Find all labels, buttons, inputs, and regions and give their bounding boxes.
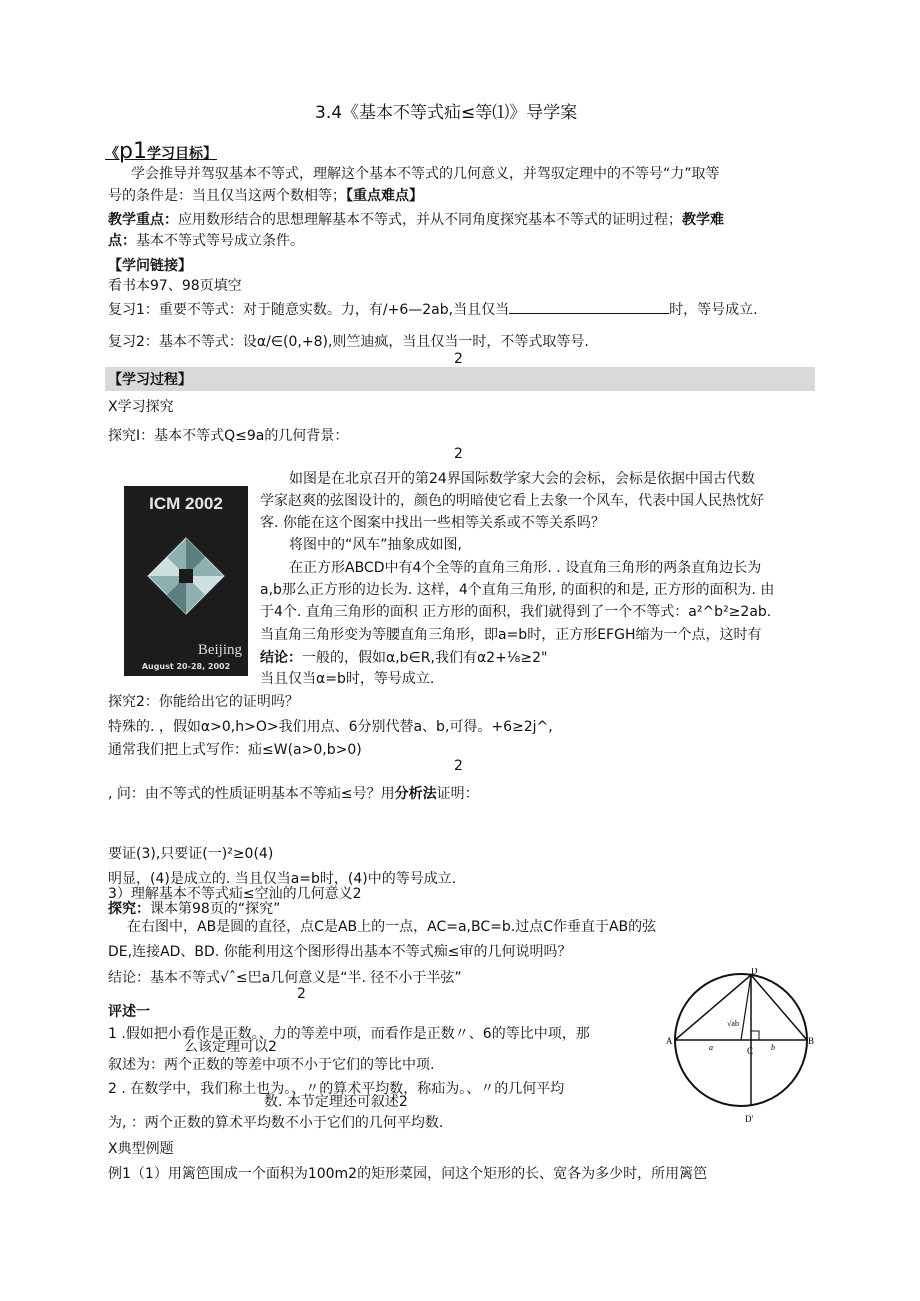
segment-b: b [771,1043,775,1052]
explore-3-label: 探究： [108,901,150,917]
objectives-header [105,140,217,166]
key-point-label: 教学重点： [108,212,178,228]
review-1-text: 复习1：重要不等式：对于随意实数。力，有/+6—2ab,当且仅当 [108,302,510,318]
icm-2002-logo [124,486,248,676]
remark-2b: 数. 本节定理还可叙述2 [264,1094,408,1110]
objectives-header-big: p1 [119,139,147,164]
special-case: 特殊的. ，假如α>0,h>O>我们用点、6分别代替a、b,可得。+6≥2j^, [108,719,553,735]
review-2-sub: 2 [454,351,463,367]
conclusion-text: 一般的，假如α,b∈R,我们有α2+⅛≥2" [302,650,548,666]
objectives-line-2a: 号的条件是：当且仅当这两个数相等； [108,188,346,204]
sqrt-ab-label: √ab [727,1019,739,1028]
key-point-line [108,211,724,229]
question-end: 证明： [436,786,479,802]
icm-dates: August 20-28, 2002 [141,662,231,671]
process-header-bar [105,367,815,391]
review-1-blank [509,301,669,314]
icm-title: ICM 2002 [149,494,223,513]
question-line [108,785,479,803]
remark-2c: 为, ：两个正数的算术平均数不小于它们的几何平均数. [108,1115,444,1131]
explore-1: 探究I：基本不等式Q≤9a的几何背景： [108,428,349,444]
label-e: D' [745,1114,754,1124]
page-title: 3.4《基本不等式疝≤等⑴》导学案 [315,103,578,123]
para-line-3: 客. 你能在这个图案中找出一些相等关系或不等关系吗？ [260,515,605,531]
conclusion-line [260,649,547,667]
links-header: 【学问链接】 [108,258,192,274]
difficulty-label-1: 教学难 [682,212,724,228]
para-line-7: 于4个. 直角三角形的面积 正方形的面积，我们就得到了一个不等式：a²^b²≥2ab. [260,604,772,620]
question-text: , 问：由不等式的性质证明基本不等疝≤号？用 [108,786,395,802]
circle-conclusion-sub: 2 [297,986,306,1002]
difficulty-label-2: 点： [108,233,136,249]
objectives-header-prefix: 《 [105,146,119,162]
objectives-line-2 [108,187,423,205]
process-header: 【学习过程】 [108,372,192,388]
label-d: D [751,968,758,976]
para-line-8: 当直角三角形变为等腰直角三角形，即a=b时，正方形EFGH缩为一个点，这时有 [260,627,762,643]
typical-examples: X典型例题 [108,1141,174,1157]
circle-line-2: DE,连接AD、BD. 你能利用这个图形得出基本不等式痴≤审的几何说明吗？ [108,944,572,960]
geometric-meaning: 3）理解基本不等式疝≤空汕的几何意义2 [108,886,362,902]
icm-city: Beijing [197,642,242,658]
remark-2: 2 . 在数学中，我们称土也为。、〃的算术平均数，称疝为。、〃的几何平均 [108,1081,565,1097]
para-line-2: 学家赵爽的弦图设计的，颜色的明暗使它看上去象一个风车，代表中国人民热忱好 [260,493,764,509]
explore-1-sub: 2 [454,446,463,462]
difficulty-text: 基本不等式等号成立条件。 [136,233,304,249]
explore-3 [108,900,280,918]
para-line-5: 在正方形ABCD中有4个全等的直角三角形. . 设直角三角形的两条直角边长为 [289,560,762,576]
para-line-6: a,b那么正方形的边长为. 这样，4个直角三角形, 的面积的和是, 正方形的面积为. 由 [260,582,775,598]
objectives-line-1: 学会推导并驾驭基本不等式，理解这个基本不等式的几何意义，并驾驭定理中的不等号“力”取等 [131,166,720,182]
explore-2: 探究2：你能给出它的证明吗？ [108,694,299,710]
label-a: A [666,1036,673,1046]
key-difficulty-header: 【重点难点】 [346,188,423,204]
usual-form: 通常我们把上式写作：疝≤W(a>0,b>0) [108,742,362,758]
proof-line-1: 要证(3),只要证(一)²≥0(4) [108,846,274,862]
circle-diagram [665,968,815,1128]
example-1: 例1（1）用篱笆围成一个面积为100m2的矩形菜园，问这个矩形的长、宽各为多少时，所用篱笆 [108,1166,708,1182]
remark-1: 1 .假如把小看作是正数。、力的等差中项，而看作是正数〃、6的等比中项，那 [108,1026,590,1042]
links-line-1: 看书本97、98页填空 [108,278,242,294]
para-line-4: 将图中的“风车”抽象成如图, [289,537,462,553]
remark-1c: 叙述为：两个正数的等差中项不小于它们的等比中项. [108,1057,435,1073]
usual-form-sub: 2 [454,758,463,774]
explore-3-text: 课本第98页的“探究” [150,901,281,917]
difficulty-line [108,232,304,250]
proof-line-2: 明显，(4)是成立的. 当且仅当a=b时，(4)中的等号成立. [108,871,457,887]
explore-subheader: X学习探究 [108,399,174,415]
conclusion-line-2: 当且仅当α=b时，等号成立. [260,671,435,687]
conclusion-label: 结论： [260,650,302,666]
circle-line-1: 在右图中，AB是圆的直径，点C是AB上的一点，AC=a,BC=b.过点C作垂直于AB的弦 [127,919,657,935]
segment-a: a [709,1043,713,1052]
circle-conclusion: 结论：基本不等式√ˆ≤巴a几何意义是“半. 径不小于半弦” [108,970,462,986]
review-2: 复习2：基本不等式：设α/∈(0,+8),则竺迪疯，当且仅当一时，不等式取等号. [108,334,589,350]
key-point-text: 应用数形结合的思想理解基本不等式，并从不同角度探究基本不等式的证明过程； [178,212,682,228]
review-1-end: 时，等号成立. [669,302,758,318]
remark-1b: 么该定理可以2 [184,1039,277,1055]
para-line-1: 如图是在北京召开的第24界国际数学家大会的会标，会标是依据中国古代数 [289,471,755,487]
analysis-method: 分析法 [394,786,437,802]
objectives-header-suffix: 学习目标】 [146,146,217,162]
review-1 [108,301,758,319]
label-b: B [808,1036,815,1046]
label-c: C [747,1046,754,1056]
review-header: 评述一 [108,1004,150,1020]
